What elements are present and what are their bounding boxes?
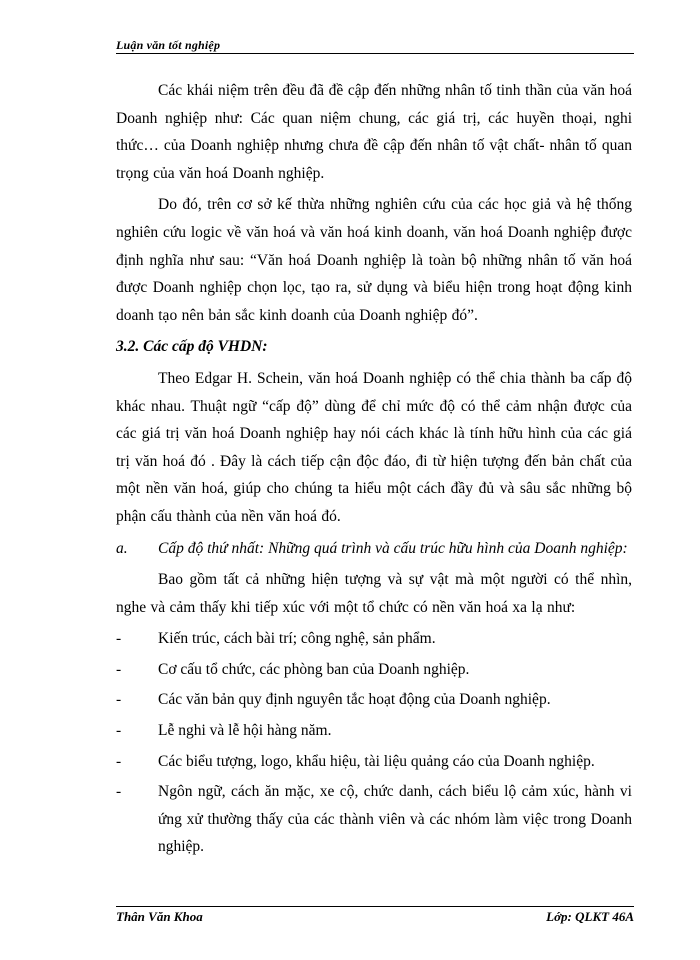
list-item-text: Cơ cấu tổ chức, các phòng ban của Doanh nghiệp. <box>158 660 470 678</box>
list-dash: - <box>116 691 122 709</box>
list-item-text: Ngôn ngữ, cách ăn mặc, xe cộ, chức danh, cách biểu lộ cảm xúc, hành vi ứng xử thường thấy của các thành viên và các nhóm làm việc trong Doanh nghiệp. <box>158 783 632 856</box>
list-dash: - <box>116 660 122 678</box>
subsection-title: Cấp độ thứ nhất: Những quá trình và cấu trúc hữu hình của Doanh nghiệp: <box>158 539 628 557</box>
subsection-marker: a. <box>116 539 128 557</box>
header-title: Luận văn tốt nghiệp <box>116 38 221 52</box>
bullet-list <box>116 625 632 861</box>
list-dash: - <box>116 783 122 801</box>
list-item <box>116 748 632 776</box>
list-item <box>116 778 632 861</box>
list-dash: - <box>116 630 122 648</box>
page-footer <box>116 906 634 927</box>
document-body <box>116 77 632 864</box>
list-item-text: Các văn bản quy định nguyên tắc hoạt động của Doanh nghiệp. <box>158 691 551 709</box>
list-item-text: Các biểu tượng, logo, khẩu hiệu, tài liệu quảng cáo của Doanh nghiệp. <box>158 752 595 770</box>
paragraph-1: Các khái niệm trên đều đã đề cập đến những nhân tố tinh thần của văn hoá Doanh nghiệp như: Các quan niệm chung, các giá trị, các huyền thoại, nghi thức… của Doanh nghiệp nhưng chưa đề cập đến nhân tố vật chất- nhân tố quan trọng của văn hoá Doanh nghiệp. <box>116 82 632 182</box>
list-item-text: Lễ nghi và lễ hội hàng năm. <box>158 722 332 740</box>
paragraph-2: Do đó, trên cơ sở kế thừa những nghiên cứu của các học giả và hệ thống nghiên cứu logic về văn hoá và văn hoá kinh doanh, văn hoá Doanh nghiệp được định nghĩa như sau: “Văn hoá Doanh nghiệp là toàn bộ những nhân tố văn hoá được Doanh nghiệp chọn lọc, tạo ra, sử dụng và biểu hiện trong hoạt động kinh doanh tạo nên bản sắc kinh doanh của Doanh nghiệp đó”. <box>116 196 632 324</box>
list-dash: - <box>116 722 122 740</box>
list-item <box>116 656 632 684</box>
paragraph-4: Bao gồm tất cả những hiện tượng và sự vật mà một người có thể nhìn, nghe và cảm thấy khi tiếp xúc với một tổ chức có nền văn hoá xa lạ như: <box>116 571 632 616</box>
footer-author: Thân Văn Khoa <box>116 909 203 924</box>
list-item <box>116 625 632 653</box>
list-item-text: Kiến trúc, cách bài trí; công nghệ, sản phẩm. <box>158 630 436 648</box>
section-heading: 3.2. Các cấp độ VHDN: <box>116 338 268 356</box>
list-item <box>116 686 632 714</box>
list-item <box>116 717 632 745</box>
paragraph-3: Theo Edgar H. Schein, văn hoá Doanh nghiệp có thể chia thành ba cấp độ khác nhau. Thuật ngữ “cấp độ” dùng để chỉ mức độ có thể cảm nhận được của các giá trị văn hoá Doanh nghiệp hay nói cách khác là tính hữu hình của các giá trị văn hoá đó . Đây là cách tiếp cận độc đáo, đi từ hiện tượng đến bản chất của một nền văn hoá, giúp cho chúng ta hiểu một cách đầy đủ và sâu sắc những bộ phận cấu thành của nền văn hoá đó. <box>116 369 632 525</box>
subsection-heading <box>116 535 632 563</box>
footer-class: Lớp: QLKT 46A <box>546 909 634 924</box>
page-header <box>116 38 634 54</box>
list-dash: - <box>116 752 122 770</box>
